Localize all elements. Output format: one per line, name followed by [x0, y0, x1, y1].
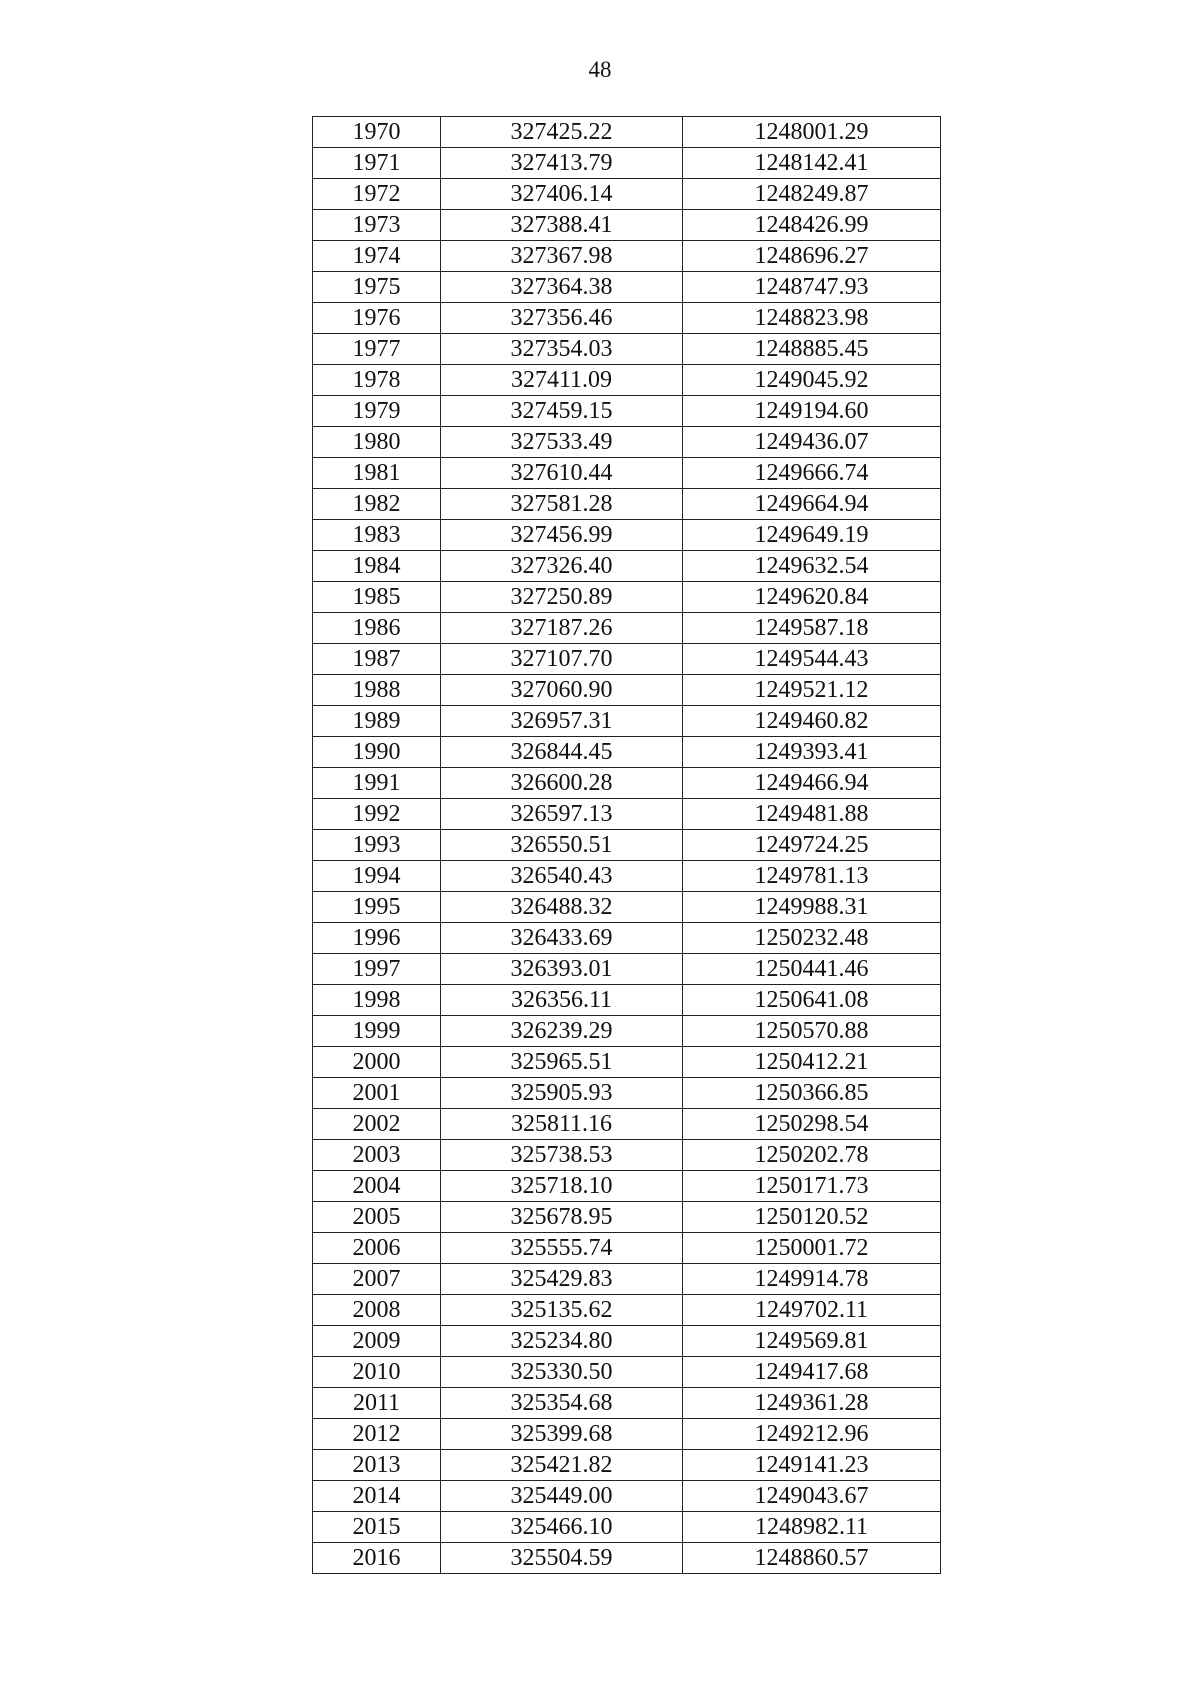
value-a-cell: 325135.62: [441, 1295, 683, 1326]
year-cell: 1974: [313, 241, 441, 272]
value-a-cell: 327107.70: [441, 644, 683, 675]
value-a-cell: 327411.09: [441, 365, 683, 396]
value-b-cell: 1250366.85: [683, 1078, 941, 1109]
table-row: [313, 179, 941, 210]
value-b-cell: 1249393.41: [683, 737, 941, 768]
value-a-cell: 327060.90: [441, 675, 683, 706]
year-cell: 1993: [313, 830, 441, 861]
value-b-cell: 1249664.94: [683, 489, 941, 520]
year-cell: 1978: [313, 365, 441, 396]
year-cell: 1986: [313, 613, 441, 644]
value-a-cell: 326433.69: [441, 923, 683, 954]
table-row: [313, 1419, 941, 1450]
value-a-cell: 325811.16: [441, 1109, 683, 1140]
table-row: [313, 427, 941, 458]
year-cell: 1989: [313, 706, 441, 737]
year-cell: 2006: [313, 1233, 441, 1264]
year-cell: 2001: [313, 1078, 441, 1109]
value-a-cell: 326550.51: [441, 830, 683, 861]
year-cell: 1997: [313, 954, 441, 985]
value-b-cell: 1249466.94: [683, 768, 941, 799]
year-cell: 2010: [313, 1357, 441, 1388]
value-b-cell: 1248982.11: [683, 1512, 941, 1543]
value-b-cell: 1249914.78: [683, 1264, 941, 1295]
table-row: [313, 675, 941, 706]
year-cell: 1987: [313, 644, 441, 675]
value-b-cell: 1250202.78: [683, 1140, 941, 1171]
value-a-cell: 325965.51: [441, 1047, 683, 1078]
table-row: [313, 1512, 941, 1543]
year-cell: 1984: [313, 551, 441, 582]
value-a-cell: 326844.45: [441, 737, 683, 768]
table-row: [313, 1388, 941, 1419]
value-b-cell: 1248885.45: [683, 334, 941, 365]
table-row: [313, 210, 941, 241]
value-a-cell: 327459.15: [441, 396, 683, 427]
value-a-cell: 325429.83: [441, 1264, 683, 1295]
value-b-cell: 1248823.98: [683, 303, 941, 334]
table-row: [313, 1233, 941, 1264]
value-a-cell: 325399.68: [441, 1419, 683, 1450]
year-cell: 1973: [313, 210, 441, 241]
value-b-cell: 1249544.43: [683, 644, 941, 675]
value-b-cell: 1249417.68: [683, 1357, 941, 1388]
value-a-cell: 325555.74: [441, 1233, 683, 1264]
year-cell: 1985: [313, 582, 441, 613]
year-cell: 2012: [313, 1419, 441, 1450]
value-a-cell: 327326.40: [441, 551, 683, 582]
value-a-cell: 325504.59: [441, 1543, 683, 1574]
value-a-cell: 325330.50: [441, 1357, 683, 1388]
table-row: [313, 334, 941, 365]
value-b-cell: 1249045.92: [683, 365, 941, 396]
year-cell: 1996: [313, 923, 441, 954]
value-b-cell: 1248142.41: [683, 148, 941, 179]
year-cell: 1991: [313, 768, 441, 799]
value-b-cell: 1249521.12: [683, 675, 941, 706]
value-a-cell: 327581.28: [441, 489, 683, 520]
value-b-cell: 1248249.87: [683, 179, 941, 210]
table-row: [313, 1264, 941, 1295]
table-row: [313, 985, 941, 1016]
value-b-cell: 1249361.28: [683, 1388, 941, 1419]
year-cell: 1990: [313, 737, 441, 768]
value-a-cell: 327413.79: [441, 148, 683, 179]
year-cell: 2009: [313, 1326, 441, 1357]
value-a-cell: 327456.99: [441, 520, 683, 551]
page-number: 48: [588, 57, 612, 82]
value-b-cell: 1248001.29: [683, 117, 941, 148]
table-row: [313, 272, 941, 303]
year-cell: 2002: [313, 1109, 441, 1140]
value-a-cell: 325678.95: [441, 1202, 683, 1233]
year-cell: 2003: [313, 1140, 441, 1171]
value-b-cell: 1249632.54: [683, 551, 941, 582]
data-table: [312, 116, 941, 1574]
year-cell: 1983: [313, 520, 441, 551]
table-row: [313, 1295, 941, 1326]
table-row: [313, 582, 941, 613]
value-b-cell: 1249988.31: [683, 892, 941, 923]
table-row: [313, 303, 941, 334]
year-cell: 1992: [313, 799, 441, 830]
value-b-cell: 1250641.08: [683, 985, 941, 1016]
value-a-cell: 325449.00: [441, 1481, 683, 1512]
table-row: [313, 520, 941, 551]
year-cell: 1971: [313, 148, 441, 179]
value-a-cell: 327354.03: [441, 334, 683, 365]
value-b-cell: 1249141.23: [683, 1450, 941, 1481]
value-a-cell: 327388.41: [441, 210, 683, 241]
value-b-cell: 1249620.84: [683, 582, 941, 613]
table-row: [313, 861, 941, 892]
year-cell: 2005: [313, 1202, 441, 1233]
table-row: [313, 706, 941, 737]
value-a-cell: 327406.14: [441, 179, 683, 210]
value-a-cell: 326540.43: [441, 861, 683, 892]
value-a-cell: 327425.22: [441, 117, 683, 148]
value-a-cell: 327364.38: [441, 272, 683, 303]
value-b-cell: 1250441.46: [683, 954, 941, 985]
table-row: [313, 1481, 941, 1512]
table-row: [313, 241, 941, 272]
value-b-cell: 1249666.74: [683, 458, 941, 489]
year-cell: 1982: [313, 489, 441, 520]
value-b-cell: 1249569.81: [683, 1326, 941, 1357]
value-b-cell: 1249702.11: [683, 1295, 941, 1326]
year-cell: 1972: [313, 179, 441, 210]
value-b-cell: 1249649.19: [683, 520, 941, 551]
value-b-cell: 1249481.88: [683, 799, 941, 830]
table-row: [313, 923, 941, 954]
value-a-cell: 325905.93: [441, 1078, 683, 1109]
value-b-cell: 1249212.96: [683, 1419, 941, 1450]
value-a-cell: 327533.49: [441, 427, 683, 458]
table-row: [313, 1326, 941, 1357]
table-row: [313, 1171, 941, 1202]
value-b-cell: 1248747.93: [683, 272, 941, 303]
year-cell: 1975: [313, 272, 441, 303]
year-cell: 1980: [313, 427, 441, 458]
value-a-cell: 326597.13: [441, 799, 683, 830]
table-row: [313, 954, 941, 985]
table-row: [313, 830, 941, 861]
year-cell: 2014: [313, 1481, 441, 1512]
year-cell: 2008: [313, 1295, 441, 1326]
year-cell: 2011: [313, 1388, 441, 1419]
year-cell: 1994: [313, 861, 441, 892]
year-cell: 2007: [313, 1264, 441, 1295]
value-a-cell: 326356.11: [441, 985, 683, 1016]
table-row: [313, 892, 941, 923]
value-a-cell: 325354.68: [441, 1388, 683, 1419]
table-row: [313, 148, 941, 179]
value-a-cell: 326600.28: [441, 768, 683, 799]
table-row: [313, 1016, 941, 1047]
year-cell: 1981: [313, 458, 441, 489]
value-b-cell: 1249194.60: [683, 396, 941, 427]
year-cell: 2016: [313, 1543, 441, 1574]
table-row: [313, 1078, 941, 1109]
table-row: [313, 458, 941, 489]
table-row: [313, 1047, 941, 1078]
value-a-cell: 327610.44: [441, 458, 683, 489]
value-b-cell: 1250570.88: [683, 1016, 941, 1047]
value-a-cell: 327250.89: [441, 582, 683, 613]
year-cell: 1977: [313, 334, 441, 365]
table-row: [313, 799, 941, 830]
table-row: [313, 1543, 941, 1574]
year-cell: 1988: [313, 675, 441, 706]
table-row: [313, 365, 941, 396]
year-cell: 1976: [313, 303, 441, 334]
value-a-cell: 325738.53: [441, 1140, 683, 1171]
table-row: [313, 1357, 941, 1388]
value-b-cell: 1250412.21: [683, 1047, 941, 1078]
value-a-cell: 326957.31: [441, 706, 683, 737]
value-b-cell: 1249436.07: [683, 427, 941, 458]
value-b-cell: 1249587.18: [683, 613, 941, 644]
year-cell: 2004: [313, 1171, 441, 1202]
year-cell: 1970: [313, 117, 441, 148]
value-b-cell: 1249781.13: [683, 861, 941, 892]
table-row: [313, 1109, 941, 1140]
value-a-cell: 325466.10: [441, 1512, 683, 1543]
value-b-cell: 1250171.73: [683, 1171, 941, 1202]
value-b-cell: 1250001.72: [683, 1233, 941, 1264]
table-row: [313, 489, 941, 520]
value-a-cell: 326393.01: [441, 954, 683, 985]
year-cell: 2000: [313, 1047, 441, 1078]
table-row: [313, 613, 941, 644]
value-a-cell: 325234.80: [441, 1326, 683, 1357]
value-b-cell: 1250120.52: [683, 1202, 941, 1233]
value-a-cell: 325421.82: [441, 1450, 683, 1481]
table-row: [313, 768, 941, 799]
year-cell: 1999: [313, 1016, 441, 1047]
table-row: [313, 1202, 941, 1233]
value-a-cell: 325718.10: [441, 1171, 683, 1202]
value-a-cell: 326239.29: [441, 1016, 683, 1047]
value-b-cell: 1248696.27: [683, 241, 941, 272]
value-a-cell: 327187.26: [441, 613, 683, 644]
table-row: [313, 737, 941, 768]
value-b-cell: 1248426.99: [683, 210, 941, 241]
table-row: [313, 551, 941, 582]
value-b-cell: 1249460.82: [683, 706, 941, 737]
table-body: [313, 117, 941, 1574]
table-row: [313, 396, 941, 427]
value-a-cell: 327356.46: [441, 303, 683, 334]
value-b-cell: 1250298.54: [683, 1109, 941, 1140]
year-cell: 2015: [313, 1512, 441, 1543]
table-row: [313, 117, 941, 148]
value-b-cell: 1249724.25: [683, 830, 941, 861]
year-cell: 1979: [313, 396, 441, 427]
table-row: [313, 644, 941, 675]
table-row: [313, 1450, 941, 1481]
table-row: [313, 1140, 941, 1171]
value-b-cell: 1248860.57: [683, 1543, 941, 1574]
year-cell: 1998: [313, 985, 441, 1016]
value-b-cell: 1250232.48: [683, 923, 941, 954]
value-b-cell: 1249043.67: [683, 1481, 941, 1512]
year-cell: 2013: [313, 1450, 441, 1481]
value-a-cell: 327367.98: [441, 241, 683, 272]
year-cell: 1995: [313, 892, 441, 923]
value-a-cell: 326488.32: [441, 892, 683, 923]
